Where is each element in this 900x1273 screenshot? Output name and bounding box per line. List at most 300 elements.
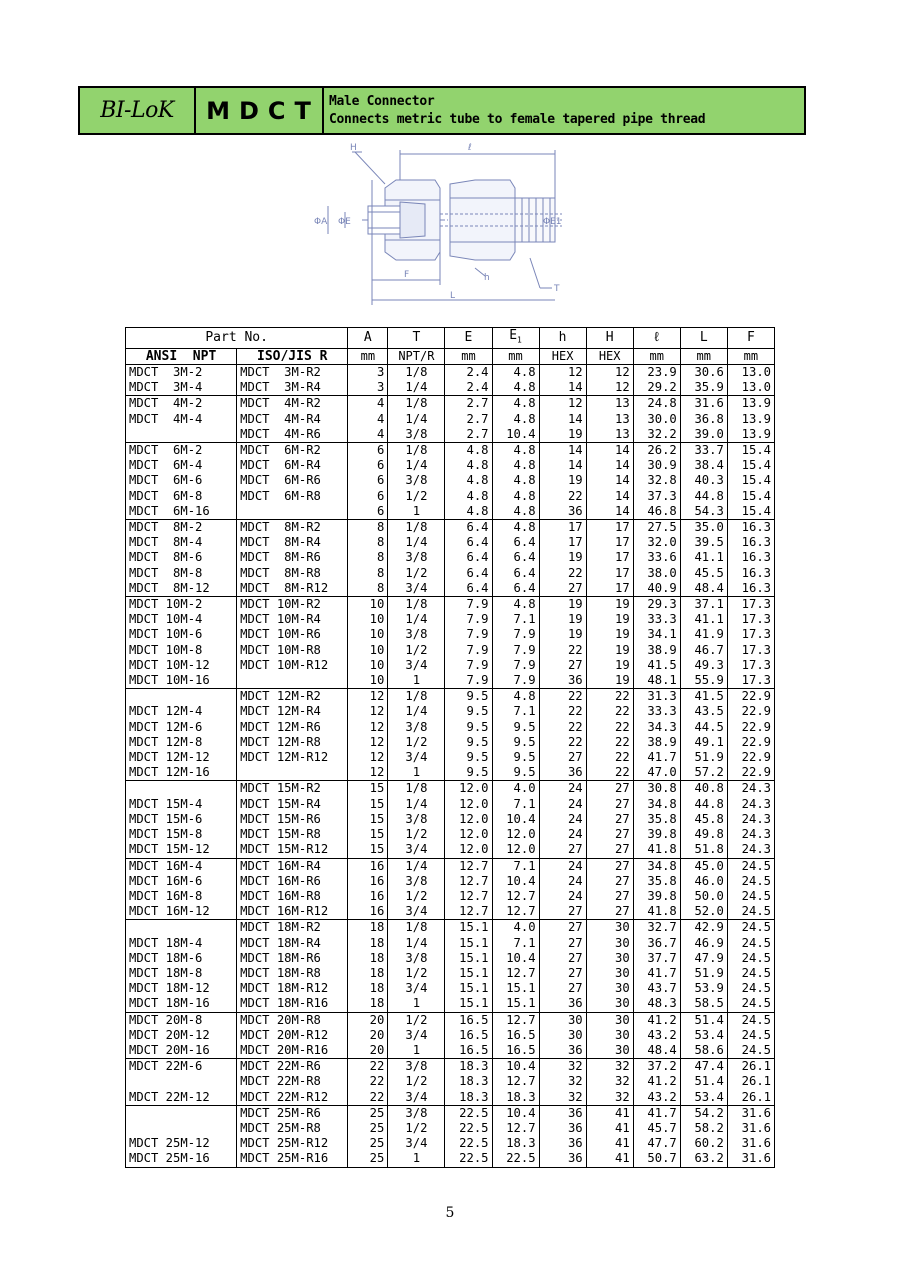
cell-h-upper: 13 — [586, 427, 633, 443]
cell-iso-part: MDCT 15M-R12 — [237, 842, 348, 858]
cell-h-lower: 27 — [539, 920, 586, 936]
cell-h-upper: 19 — [586, 612, 633, 627]
table-row — [126, 380, 775, 396]
cell-l: 36.8 — [680, 412, 727, 427]
subheader-iso-jis: ISO/JIS R — [237, 348, 348, 364]
cell-e: 22.5 — [445, 1151, 492, 1167]
cell-h-lower: 17 — [539, 535, 586, 550]
cell-e1: 12.7 — [492, 1121, 539, 1136]
cell-e1: 10.4 — [492, 1105, 539, 1121]
cell-f: 26.1 — [727, 1059, 774, 1075]
cell-e: 16.5 — [445, 1028, 492, 1043]
cell-a: 3 — [348, 380, 388, 396]
cell-iso-part: MDCT 25M-R16 — [237, 1151, 348, 1167]
cell-h-upper: 14 — [586, 504, 633, 520]
cell-h-lower: 19 — [539, 627, 586, 642]
cell-l: 48.4 — [680, 581, 727, 597]
cell-a: 8 — [348, 520, 388, 536]
cell-t: 3/8 — [388, 874, 445, 889]
cell-h-lower: 32 — [539, 1059, 586, 1075]
cell-h-lower: 14 — [539, 458, 586, 473]
table-row — [126, 689, 775, 705]
cell-l-small: 30.0 — [633, 412, 680, 427]
cell-ansi-part: MDCT 18M-4 — [126, 936, 237, 951]
cell-e1: 4.8 — [492, 504, 539, 520]
cell-l: 33.7 — [680, 443, 727, 459]
cell-e: 22.5 — [445, 1121, 492, 1136]
unit-e1: mm — [492, 348, 539, 364]
cell-l: 31.6 — [680, 396, 727, 412]
cell-f: 24.5 — [727, 1043, 774, 1059]
cell-e: 2.7 — [445, 396, 492, 412]
cell-l-small: 37.2 — [633, 1059, 680, 1075]
cell-l: 49.8 — [680, 827, 727, 842]
cell-f: 24.5 — [727, 858, 774, 874]
cell-a: 10 — [348, 627, 388, 642]
cell-t: 1/4 — [388, 704, 445, 719]
cell-a: 4 — [348, 396, 388, 412]
cell-t: 3/8 — [388, 720, 445, 735]
cell-h-lower: 12 — [539, 365, 586, 381]
cell-t: 3/8 — [388, 812, 445, 827]
cell-h-upper: 41 — [586, 1105, 633, 1121]
cell-l: 30.6 — [680, 365, 727, 381]
header-h-lower: h — [539, 328, 586, 349]
cell-h-upper: 27 — [586, 781, 633, 797]
cell-l: 46.0 — [680, 874, 727, 889]
cell-h-upper: 13 — [586, 412, 633, 427]
product-description — [324, 88, 804, 133]
cell-ansi-part: MDCT 18M-8 — [126, 966, 237, 981]
cell-h-upper: 17 — [586, 520, 633, 536]
cell-f: 24.5 — [727, 889, 774, 904]
cell-ansi-part: MDCT 6M-8 — [126, 489, 237, 504]
cell-e1: 10.4 — [492, 951, 539, 966]
cell-t: 1/4 — [388, 535, 445, 550]
cell-l-small: 48.3 — [633, 996, 680, 1012]
cell-e1: 10.4 — [492, 812, 539, 827]
table-row — [126, 443, 775, 459]
table-row — [126, 812, 775, 827]
cell-e: 16.5 — [445, 1012, 492, 1028]
cell-f: 24.5 — [727, 996, 774, 1012]
dim-label-t: T — [554, 284, 560, 294]
cell-e: 2.7 — [445, 412, 492, 427]
cell-h-lower: 14 — [539, 443, 586, 459]
description-line-2: Connects metric tube to female tapered pipe thread — [329, 112, 706, 127]
table-body — [126, 365, 775, 1168]
cell-e1: 7.9 — [492, 673, 539, 689]
cell-a: 6 — [348, 504, 388, 520]
cell-l-small: 30.9 — [633, 458, 680, 473]
table-row — [126, 1136, 775, 1151]
cell-l-small: 37.7 — [633, 951, 680, 966]
cell-h-upper: 27 — [586, 842, 633, 858]
cell-l-small: 41.7 — [633, 750, 680, 765]
cell-f: 13.9 — [727, 427, 774, 443]
cell-f: 24.5 — [727, 1028, 774, 1043]
table-row — [126, 1121, 775, 1136]
cell-l: 45.5 — [680, 566, 727, 581]
cell-iso-part: MDCT 18M-R4 — [237, 936, 348, 951]
cell-l: 54.3 — [680, 504, 727, 520]
cell-a: 18 — [348, 920, 388, 936]
cell-h-upper: 14 — [586, 489, 633, 504]
cell-e: 6.4 — [445, 520, 492, 536]
table-row — [126, 612, 775, 627]
cell-f: 24.5 — [727, 920, 774, 936]
cell-f: 24.5 — [727, 904, 774, 920]
cell-e: 12.0 — [445, 842, 492, 858]
cell-iso-part: MDCT 18M-R8 — [237, 966, 348, 981]
cell-e1: 7.9 — [492, 643, 539, 658]
cell-f: 22.9 — [727, 704, 774, 719]
cell-t: 1 — [388, 1043, 445, 1059]
cell-e1: 15.1 — [492, 981, 539, 996]
cell-a: 6 — [348, 489, 388, 504]
cell-h-lower: 12 — [539, 396, 586, 412]
cell-iso-part: MDCT 12M-R12 — [237, 750, 348, 765]
table-row — [126, 981, 775, 996]
cell-t: 1 — [388, 765, 445, 781]
cell-iso-part: MDCT 12M-R6 — [237, 720, 348, 735]
brand-logo: BI-LoK — [80, 88, 196, 133]
cell-a: 6 — [348, 473, 388, 488]
cell-l: 43.5 — [680, 704, 727, 719]
cell-t: 3/4 — [388, 750, 445, 765]
cell-h-upper: 19 — [586, 597, 633, 613]
cell-a: 18 — [348, 966, 388, 981]
table-row — [126, 827, 775, 842]
cell-e1: 9.5 — [492, 720, 539, 735]
cell-ansi-part: MDCT 15M-6 — [126, 812, 237, 827]
cell-h-lower: 17 — [539, 520, 586, 536]
cell-h-upper: 12 — [586, 380, 633, 396]
cell-a: 25 — [348, 1136, 388, 1151]
cell-e: 2.4 — [445, 380, 492, 396]
cell-e1: 12.7 — [492, 966, 539, 981]
cell-l-small: 48.1 — [633, 673, 680, 689]
cell-e1: 7.9 — [492, 627, 539, 642]
table-row — [126, 720, 775, 735]
cell-a: 8 — [348, 550, 388, 565]
table-row — [126, 1043, 775, 1059]
units-row — [126, 348, 775, 364]
cell-iso-part: MDCT 18M-R2 — [237, 920, 348, 936]
table-row — [126, 735, 775, 750]
header-l-small: ℓ — [633, 328, 680, 349]
cell-ansi-part: MDCT 12M-8 — [126, 735, 237, 750]
cell-e1: 12.0 — [492, 827, 539, 842]
cell-h-upper: 30 — [586, 1028, 633, 1043]
cell-h-upper: 32 — [586, 1074, 633, 1089]
cell-e: 9.5 — [445, 750, 492, 765]
unit-h-upper: HEX — [586, 348, 633, 364]
cell-f: 16.3 — [727, 535, 774, 550]
cell-e: 6.4 — [445, 550, 492, 565]
table-row — [126, 535, 775, 550]
table-row — [126, 550, 775, 565]
cell-l: 44.5 — [680, 720, 727, 735]
cell-l: 38.4 — [680, 458, 727, 473]
table-row — [126, 1059, 775, 1075]
table-row — [126, 1105, 775, 1121]
cell-e1: 6.4 — [492, 550, 539, 565]
cell-e: 12.0 — [445, 812, 492, 827]
cell-h-upper: 12 — [586, 365, 633, 381]
cell-h-upper: 19 — [586, 643, 633, 658]
cell-h-upper: 17 — [586, 581, 633, 597]
cell-l-small: 26.2 — [633, 443, 680, 459]
cell-a: 20 — [348, 1028, 388, 1043]
cell-h-lower: 19 — [539, 612, 586, 627]
cell-l: 41.1 — [680, 550, 727, 565]
cell-l: 53.4 — [680, 1028, 727, 1043]
cell-iso-part: MDCT 15M-R4 — [237, 797, 348, 812]
cell-a: 4 — [348, 412, 388, 427]
header-f: F — [727, 328, 774, 349]
cell-iso-part: MDCT 8M-R8 — [237, 566, 348, 581]
cell-ansi-part: MDCT 20M-12 — [126, 1028, 237, 1043]
cell-iso-part — [237, 504, 348, 520]
cell-f: 13.9 — [727, 396, 774, 412]
cell-e1: 15.1 — [492, 996, 539, 1012]
cell-h-lower: 22 — [539, 489, 586, 504]
cell-h-lower: 32 — [539, 1090, 586, 1106]
cell-t: 1/8 — [388, 365, 445, 381]
cell-ansi-part: MDCT 10M-12 — [126, 658, 237, 673]
cell-ansi-part: MDCT 8M-4 — [126, 535, 237, 550]
cell-l-small: 41.2 — [633, 1012, 680, 1028]
cell-a: 15 — [348, 797, 388, 812]
cell-l: 50.0 — [680, 889, 727, 904]
cell-l: 40.3 — [680, 473, 727, 488]
cell-a: 12 — [348, 765, 388, 781]
cell-e: 7.9 — [445, 658, 492, 673]
cell-iso-part: MDCT 15M-R2 — [237, 781, 348, 797]
cell-iso-part: MDCT 20M-R12 — [237, 1028, 348, 1043]
table-row — [126, 489, 775, 504]
cell-h-lower: 22 — [539, 689, 586, 705]
cell-h-upper: 32 — [586, 1090, 633, 1106]
cell-e1: 18.3 — [492, 1136, 539, 1151]
cell-f: 24.3 — [727, 781, 774, 797]
header-row — [126, 328, 775, 349]
cell-l-small: 32.7 — [633, 920, 680, 936]
cell-e1: 7.9 — [492, 658, 539, 673]
cell-a: 12 — [348, 704, 388, 719]
cell-e1: 4.8 — [492, 473, 539, 488]
cell-e1: 7.1 — [492, 704, 539, 719]
table-row — [126, 473, 775, 488]
table-row — [126, 951, 775, 966]
cell-h-upper: 27 — [586, 889, 633, 904]
cell-ansi-part: MDCT 16M-8 — [126, 889, 237, 904]
cell-ansi-part: MDCT 12M-16 — [126, 765, 237, 781]
cell-a: 25 — [348, 1105, 388, 1121]
cell-f: 24.3 — [727, 842, 774, 858]
cell-ansi-part: MDCT 6M-4 — [126, 458, 237, 473]
cell-a: 8 — [348, 566, 388, 581]
cell-t: 1/8 — [388, 781, 445, 797]
cell-f: 26.1 — [727, 1074, 774, 1089]
cell-t: 1/8 — [388, 920, 445, 936]
cell-h-lower: 36 — [539, 1121, 586, 1136]
cell-e1: 16.5 — [492, 1043, 539, 1059]
cell-a: 18 — [348, 996, 388, 1012]
cell-ansi-part — [126, 781, 237, 797]
dim-label-l-small: ℓ — [468, 143, 472, 153]
table-row — [126, 781, 775, 797]
cell-a: 25 — [348, 1151, 388, 1167]
cell-e: 7.9 — [445, 673, 492, 689]
cell-e: 7.9 — [445, 643, 492, 658]
cell-e: 9.5 — [445, 689, 492, 705]
cell-l: 46.7 — [680, 643, 727, 658]
cell-l-small: 33.3 — [633, 704, 680, 719]
cell-e: 12.7 — [445, 889, 492, 904]
cell-h-lower: 19 — [539, 427, 586, 443]
table-row — [126, 936, 775, 951]
table-row — [126, 765, 775, 781]
cell-e: 22.5 — [445, 1105, 492, 1121]
cell-e: 12.7 — [445, 874, 492, 889]
table-row — [126, 520, 775, 536]
cell-ansi-part — [126, 920, 237, 936]
cell-ansi-part: MDCT 16M-4 — [126, 858, 237, 874]
cell-l-small: 35.8 — [633, 812, 680, 827]
cell-ansi-part: MDCT 6M-16 — [126, 504, 237, 520]
cell-l-small: 41.5 — [633, 658, 680, 673]
cell-e1: 6.4 — [492, 581, 539, 597]
table-row — [126, 412, 775, 427]
cell-h-lower: 22 — [539, 735, 586, 750]
cell-e: 15.1 — [445, 996, 492, 1012]
cell-h-lower: 27 — [539, 951, 586, 966]
cell-ansi-part: MDCT 10M-16 — [126, 673, 237, 689]
cell-a: 8 — [348, 581, 388, 597]
cell-h-upper: 22 — [586, 720, 633, 735]
cell-t: 3/4 — [388, 581, 445, 597]
cell-l-small: 37.3 — [633, 489, 680, 504]
header-part-no: Part No. — [126, 328, 348, 349]
cell-h-lower: 36 — [539, 1105, 586, 1121]
cell-e1: 7.1 — [492, 612, 539, 627]
cell-l-small: 23.9 — [633, 365, 680, 381]
cell-iso-part: MDCT 10M-R2 — [237, 597, 348, 613]
cell-iso-part: MDCT 6M-R4 — [237, 458, 348, 473]
cell-f: 15.4 — [727, 473, 774, 488]
cell-t: 1/2 — [388, 643, 445, 658]
cell-h-lower: 19 — [539, 473, 586, 488]
cell-l: 51.9 — [680, 966, 727, 981]
cell-l: 60.2 — [680, 1136, 727, 1151]
dim-label-a: ΦA — [314, 217, 328, 227]
cell-l: 39.5 — [680, 535, 727, 550]
cell-iso-part: MDCT 12M-R8 — [237, 735, 348, 750]
cell-e: 15.1 — [445, 920, 492, 936]
cell-f: 24.3 — [727, 797, 774, 812]
cell-h-upper: 27 — [586, 904, 633, 920]
cell-l-small: 38.9 — [633, 643, 680, 658]
dim-label-h-lower: h — [484, 273, 490, 283]
cell-h-lower: 27 — [539, 936, 586, 951]
table-row — [126, 643, 775, 658]
cell-e: 12.0 — [445, 827, 492, 842]
cell-t: 3/4 — [388, 904, 445, 920]
cell-f: 22.9 — [727, 720, 774, 735]
cell-ansi-part: MDCT 20M-8 — [126, 1012, 237, 1028]
cell-e: 9.5 — [445, 704, 492, 719]
cell-iso-part: MDCT 15M-R6 — [237, 812, 348, 827]
table-row — [126, 1090, 775, 1106]
cell-l-small: 34.8 — [633, 858, 680, 874]
cell-f: 16.3 — [727, 581, 774, 597]
cell-ansi-part: MDCT 18M-6 — [126, 951, 237, 966]
unit-t: NPT/R — [388, 348, 445, 364]
product-header — [78, 86, 806, 135]
cell-ansi-part: MDCT 3M-4 — [126, 380, 237, 396]
cell-e: 9.5 — [445, 765, 492, 781]
table-row — [126, 858, 775, 874]
cell-h-lower: 27 — [539, 750, 586, 765]
cell-l-small: 41.7 — [633, 1105, 680, 1121]
cell-e1: 18.3 — [492, 1090, 539, 1106]
cell-ansi-part: MDCT 18M-12 — [126, 981, 237, 996]
cell-h-lower: 24 — [539, 797, 586, 812]
table-row — [126, 996, 775, 1012]
cell-f: 31.6 — [727, 1121, 774, 1136]
table-row — [126, 842, 775, 858]
cell-f: 24.3 — [727, 827, 774, 842]
cell-l-small: 39.8 — [633, 827, 680, 842]
cell-e1: 4.0 — [492, 920, 539, 936]
cell-iso-part: MDCT 6M-R6 — [237, 473, 348, 488]
cell-l: 55.9 — [680, 673, 727, 689]
cell-t: 3/8 — [388, 1059, 445, 1075]
cell-f: 15.4 — [727, 458, 774, 473]
cell-l-small: 29.2 — [633, 380, 680, 396]
cell-e1: 4.8 — [492, 597, 539, 613]
cell-iso-part: MDCT 22M-R8 — [237, 1074, 348, 1089]
cell-h-upper: 27 — [586, 827, 633, 842]
cell-e1: 12.7 — [492, 889, 539, 904]
cell-f: 13.9 — [727, 412, 774, 427]
cell-f: 24.5 — [727, 951, 774, 966]
cell-h-upper: 19 — [586, 627, 633, 642]
cell-l-small: 43.2 — [633, 1090, 680, 1106]
cell-l-small: 32.2 — [633, 427, 680, 443]
cell-f: 31.6 — [727, 1105, 774, 1121]
cell-h-lower: 24 — [539, 874, 586, 889]
cell-l-small: 30.8 — [633, 781, 680, 797]
dim-label-e: ΦE — [338, 217, 351, 227]
cell-h-upper: 17 — [586, 535, 633, 550]
cell-l: 37.1 — [680, 597, 727, 613]
cell-a: 20 — [348, 1012, 388, 1028]
cell-e1: 10.4 — [492, 1059, 539, 1075]
cell-a: 10 — [348, 597, 388, 613]
cell-ansi-part: MDCT 16M-6 — [126, 874, 237, 889]
cell-iso-part: MDCT 8M-R4 — [237, 535, 348, 550]
cell-iso-part: MDCT 15M-R8 — [237, 827, 348, 842]
cell-iso-part: MDCT 8M-R2 — [237, 520, 348, 536]
cell-l: 53.4 — [680, 1090, 727, 1106]
table-row — [126, 904, 775, 920]
cell-h-lower: 30 — [539, 1012, 586, 1028]
cell-l-small: 43.7 — [633, 981, 680, 996]
cell-f: 17.3 — [727, 643, 774, 658]
